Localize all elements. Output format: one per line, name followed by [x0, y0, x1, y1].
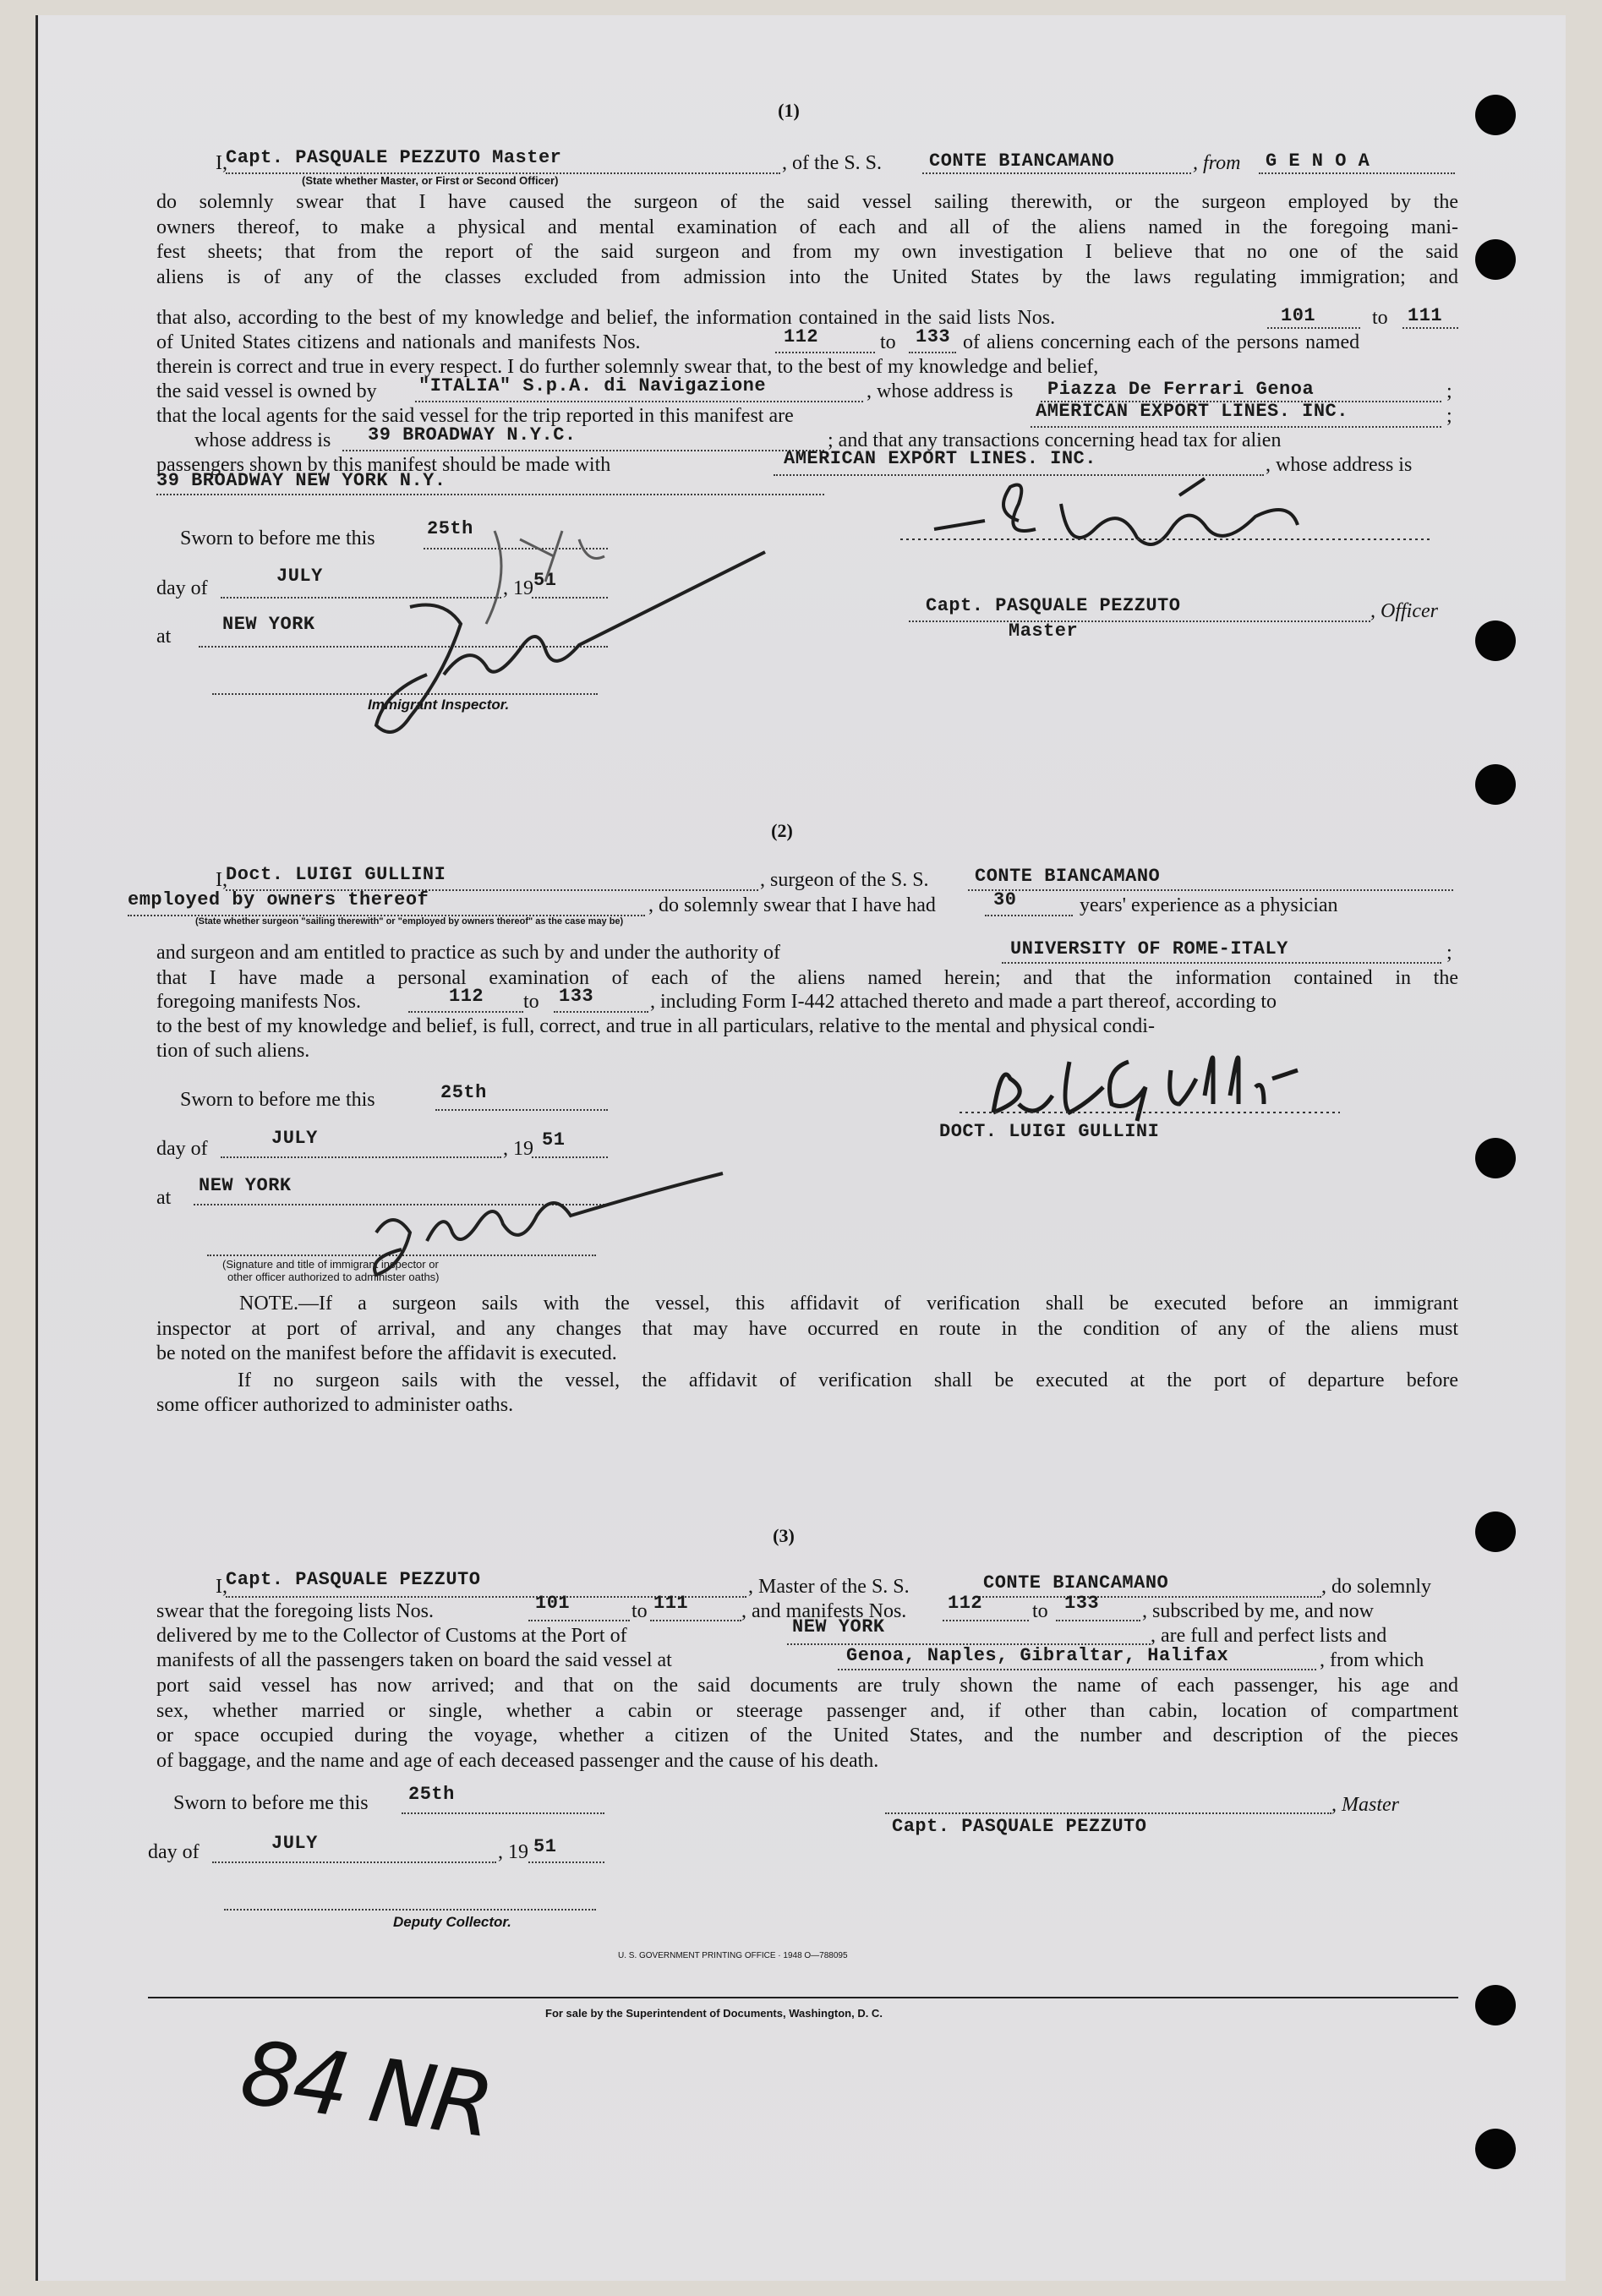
day-of-label: day of [156, 577, 208, 599]
punch-hole [1475, 1138, 1516, 1178]
section3-manifests-to: 133 [1064, 1593, 1100, 1614]
full-lists: , are full and perfect lists and [1151, 1625, 1387, 1647]
section1-owner: "ITALIA" S.p.A. di Navigazione [418, 375, 767, 396]
blank-line [224, 1909, 596, 1911]
inspector-signature [325, 522, 765, 734]
to-label: to [632, 1600, 648, 1622]
section2-manifests-from: 112 [449, 986, 484, 1007]
form-text: , including Form I-442 attached thereto and made a part thereof, according to [650, 991, 1277, 1013]
section1-manifests-from: 112 [784, 326, 819, 347]
sworn-label: Sworn to before me this [173, 1792, 369, 1814]
blank-line [1267, 327, 1360, 329]
punch-hole [1475, 620, 1516, 661]
blank-line [1402, 327, 1458, 329]
para-line: owners thereof, to make a physical and mental examination of each and all of the aliens named in the foregoing mani- [156, 216, 1458, 238]
para-line: aliens is of any of the classes excluded from admission into the United States by the laws regulating immigration; and [156, 265, 1458, 288]
blank-line [885, 1812, 1331, 1814]
section3-i-label: I, [216, 1576, 227, 1598]
section1-agents-address: 39 BROADWAY N.Y.C. [368, 424, 577, 446]
para-line: to the best of my knowledge and belief, is full, correct, and true in all particulars, relative to the mental and physical condi- [156, 1015, 1155, 1037]
delivered: delivered by me to the Collector of Customs at the Port of [156, 1625, 627, 1647]
blank-line [342, 450, 824, 451]
section2-authority: UNIVERSITY OF ROME-ITALY [1010, 938, 1288, 959]
punch-hole [1475, 95, 1516, 135]
blank-line [943, 1620, 1029, 1621]
blank-line [968, 889, 1453, 891]
inspector-caption: (Signature and title of immigrant inspector or [222, 1258, 439, 1271]
whose-address-label: , whose address is [867, 380, 1014, 402]
section1-i-label: I, [216, 152, 227, 174]
section1-of-ss: , of the S. S. [782, 152, 883, 174]
sworn-day: 25th [427, 518, 473, 539]
place: NEW YORK [222, 614, 315, 635]
section3-lists-from: 101 [535, 1593, 571, 1614]
handwritten-note: 84 NR [234, 2020, 497, 2157]
whose-address-label: , whose address is [1266, 454, 1413, 476]
master-label: , Master [1331, 1794, 1399, 1816]
blank-line [775, 352, 875, 353]
semicolon: ; [1446, 405, 1452, 427]
year: 51 [533, 1836, 557, 1857]
section1-port: G E N O A [1266, 150, 1370, 172]
year-prefix: , 19 [498, 1841, 528, 1863]
semicolon: ; [1446, 942, 1452, 964]
swear-text: , do solemnly swear that I have had [648, 894, 936, 916]
punch-hole [1475, 1512, 1516, 1552]
section2-years: 30 [993, 889, 1017, 910]
section3-route: Genoa, Naples, Gibraltar, Halifax [846, 1645, 1229, 1666]
section1-owner-address: Piazza De Ferrari Genoa [1047, 379, 1315, 400]
para-line: whose address is [194, 429, 331, 451]
blank-line [650, 1620, 741, 1621]
month: JULY [271, 1833, 318, 1854]
blank-line [554, 1011, 648, 1013]
blank-line [1002, 962, 1441, 964]
semicolon: ; [1446, 380, 1452, 402]
para-line: passengers shown by this manifest should be made with [156, 454, 611, 476]
subscribed: , subscribed by me, and now [1142, 1600, 1374, 1622]
para-line: sex, whether married or single, whether a cabin or steerage passenger and, if other than cabin, location of compartment [156, 1699, 1458, 1722]
section1-lists-to: 111 [1408, 305, 1443, 326]
para-line: the said vessel is owned by [156, 380, 377, 402]
from-which: , from which [1320, 1649, 1424, 1671]
practice-text: and surgeon and am entitled to practice as such by and under the authority of [156, 942, 780, 964]
para-line: tion of such aliens. [156, 1040, 310, 1062]
blank-line [922, 172, 1191, 174]
solemnly: , do solemnly [1321, 1576, 1431, 1598]
sworn-day: 25th [408, 1784, 455, 1805]
section3-heading: (3) [773, 1525, 795, 1546]
blank-line [212, 1861, 496, 1863]
master-signature-1 [900, 470, 1441, 563]
blank-line [402, 1812, 604, 1814]
section1-signer: Capt. PASQUALE PEZZUTO [926, 595, 1181, 616]
section1-head-tax-text: ; and that any transactions concerning head tax for alien [828, 429, 1282, 451]
blank-line [408, 1011, 523, 1013]
blank-line [415, 401, 863, 402]
to-label: to [880, 331, 896, 353]
section3-signer: Capt. PASQUALE PEZZUTO [892, 1816, 1147, 1837]
footer-rule [148, 1997, 1458, 1998]
para-line: of United States citizens and nationals and manifests Nos. [156, 331, 641, 353]
section1-lists-from: 101 [1281, 305, 1316, 326]
sworn-label: Sworn to before me this [180, 1089, 375, 1111]
blank-line [221, 1156, 501, 1158]
para-line: port said vessel has now arrived; and that on the said documents are truly shown the name of each passenger, his age and [156, 1675, 1458, 1697]
para-line: that I have made a personal examination of each of the aliens named herein; and that the information contained in the [156, 967, 1458, 989]
collector-caption: Deputy Collector. [393, 1914, 511, 1930]
to-label: to [1372, 307, 1388, 329]
manifests-of: manifests of all the passengers taken on board the said vessel at [156, 1649, 672, 1671]
note-line: NOTE.—If a surgeon sails with the vessel, this affidavit of verification shall be executed before an immigrant [239, 1293, 1458, 1315]
year-prefix: , 19 [503, 1138, 533, 1160]
sworn-day: 25th [440, 1082, 487, 1103]
blank-line [838, 1669, 1316, 1670]
year-prefix: , 19 [503, 577, 533, 599]
section1-signer-title: Master [1009, 620, 1079, 642]
section1-payee-address: 39 BROADWAY NEW YORK N.Y. [156, 470, 446, 491]
blank-line [1259, 172, 1455, 174]
for-sale-note: For sale by the Superintendent of Documents, Washington, D. C. [545, 2007, 883, 2020]
section2-signer: DOCT. LUIGI GULLINI [939, 1121, 1160, 1142]
blank-line [985, 915, 1073, 916]
manifest-page [36, 15, 1566, 2281]
blank-line [156, 494, 824, 495]
section3-vessel: CONTE BIANCAMANO [983, 1572, 1169, 1594]
at-label: at [156, 1187, 172, 1209]
note-line: some officer authorized to administer oaths. [156, 1394, 514, 1416]
section3-lists-to: 111 [653, 1593, 689, 1614]
para-line: do solemnly swear that I have caused the surgeon of the said vessel sailing therewith, or the surgeon employed by the [156, 191, 1458, 213]
printing-office: U. S. GOVERNMENT PRINTING OFFICE · 1948 O—788095 [618, 1951, 848, 1960]
inspector-caption: other officer authorized to administer oaths) [227, 1271, 440, 1283]
day-of-label: day of [148, 1841, 200, 1863]
para-line: that the local agents for the said vessel for the trip reported in this manifest are [156, 405, 794, 427]
section1-from-label: , from [1193, 152, 1241, 174]
to-label: to [1032, 1600, 1048, 1622]
para-line: that also, according to the best of my knowledge and belief, the information contained in the said lists Nos. [156, 307, 1056, 329]
sworn-label: Sworn to before me this [180, 528, 375, 549]
blank-line [1056, 1620, 1140, 1621]
para-line: therein is correct and true in every respect. I do further solemnly swear that, to the best of my knowledge and belief, [156, 356, 1099, 378]
officer-label: , Officer [1370, 600, 1438, 622]
master-of: , Master of the S. S. [748, 1576, 910, 1598]
note-line: inspector at port of arrival, and any changes that may have occurred en route in the condition of any of the aliens must [156, 1317, 1458, 1340]
punch-hole [1475, 239, 1516, 280]
blank-line [976, 1596, 1321, 1598]
inspector-caption: Immigrant Inspector. [368, 697, 510, 713]
punch-hole [1475, 1985, 1516, 2025]
employed-note: (State whether surgeon "sailing therewith" or "employed by owners thereof" as the case may be) [195, 916, 624, 927]
blank-line [435, 1109, 608, 1111]
blank-line [528, 1861, 604, 1863]
section1-heading: (1) [778, 100, 800, 121]
month: JULY [271, 1128, 318, 1149]
to-label: to [523, 991, 539, 1013]
manifests-label: , and manifests Nos. [741, 1600, 907, 1622]
punch-hole [1475, 764, 1516, 805]
month: JULY [276, 566, 323, 587]
section2-heading: (2) [771, 820, 793, 841]
place: NEW YORK [199, 1175, 292, 1196]
note-paragraph [156, 1292, 1458, 1419]
section1-agents: AMERICAN EXPORT LINES. INC. [1036, 401, 1348, 422]
section1-vessel: CONTE BIANCAMANO [929, 150, 1115, 172]
section2-doctor: Doct. LUIGI GULLINI [226, 864, 446, 885]
experience-text: years' experience as a physician [1080, 894, 1338, 916]
section1-master-name: Capt. PASQUALE PEZZUTO Master [226, 147, 562, 168]
section2-employed: employed by owners thereof [128, 889, 429, 910]
note-line: be noted on the manifest before the affidavit is executed. [156, 1342, 617, 1364]
section3-master-name: Capt. PASQUALE PEZZUTO [226, 1569, 481, 1590]
para-line: foregoing manifests Nos. [156, 991, 361, 1013]
blank-line [528, 1620, 630, 1621]
section1-of-aliens: of aliens concerning each of the persons named [963, 331, 1360, 353]
surgeon-of: , surgeon of the S. S. [760, 869, 929, 891]
swear-lists: swear that the foregoing lists Nos. [156, 1600, 434, 1622]
para-line: of baggage, and the name and age of each deceased passenger and the cause of his death. [156, 1749, 879, 1772]
blank-line [532, 1156, 608, 1158]
section2-vessel: CONTE BIANCAMANO [975, 866, 1161, 887]
year: 51 [533, 570, 557, 591]
para-line: or space occupied during the voyage, whether a citizen of the United States, and the number and description of the pieces [156, 1725, 1458, 1747]
blank-line [909, 352, 956, 353]
section1-head-tax-payee: AMERICAN EXPORT LINES. INC. [784, 448, 1096, 469]
blank-line [909, 620, 1370, 622]
day-of-label: day of [156, 1138, 208, 1160]
year: 51 [542, 1129, 566, 1151]
section3-port: NEW YORK [792, 1616, 885, 1637]
section2-i-label: I, [216, 869, 227, 891]
inspector-signature [325, 1182, 748, 1275]
section3-paragraph [156, 1674, 1458, 1774]
section1-manifests-to: 133 [916, 326, 951, 347]
note-line: If no surgeon sails with the vessel, the affidavit of verification shall be executed at the port of departure before [238, 1369, 1458, 1391]
section1-paragraph [156, 190, 1458, 290]
punch-hole [1475, 2129, 1516, 2169]
para-line: fest sheets; that from the report of the said surgeon and from my own investigation I believe that no one of the said [156, 241, 1458, 263]
section2-manifests-to: 133 [559, 986, 594, 1007]
blank-line [1031, 426, 1441, 428]
section2-paragraph [156, 966, 1458, 992]
section1-master-note: (State whether Master, or First or Second Officer) [302, 174, 559, 187]
section3-manifests-from: 112 [948, 1593, 983, 1614]
at-label: at [156, 626, 172, 648]
